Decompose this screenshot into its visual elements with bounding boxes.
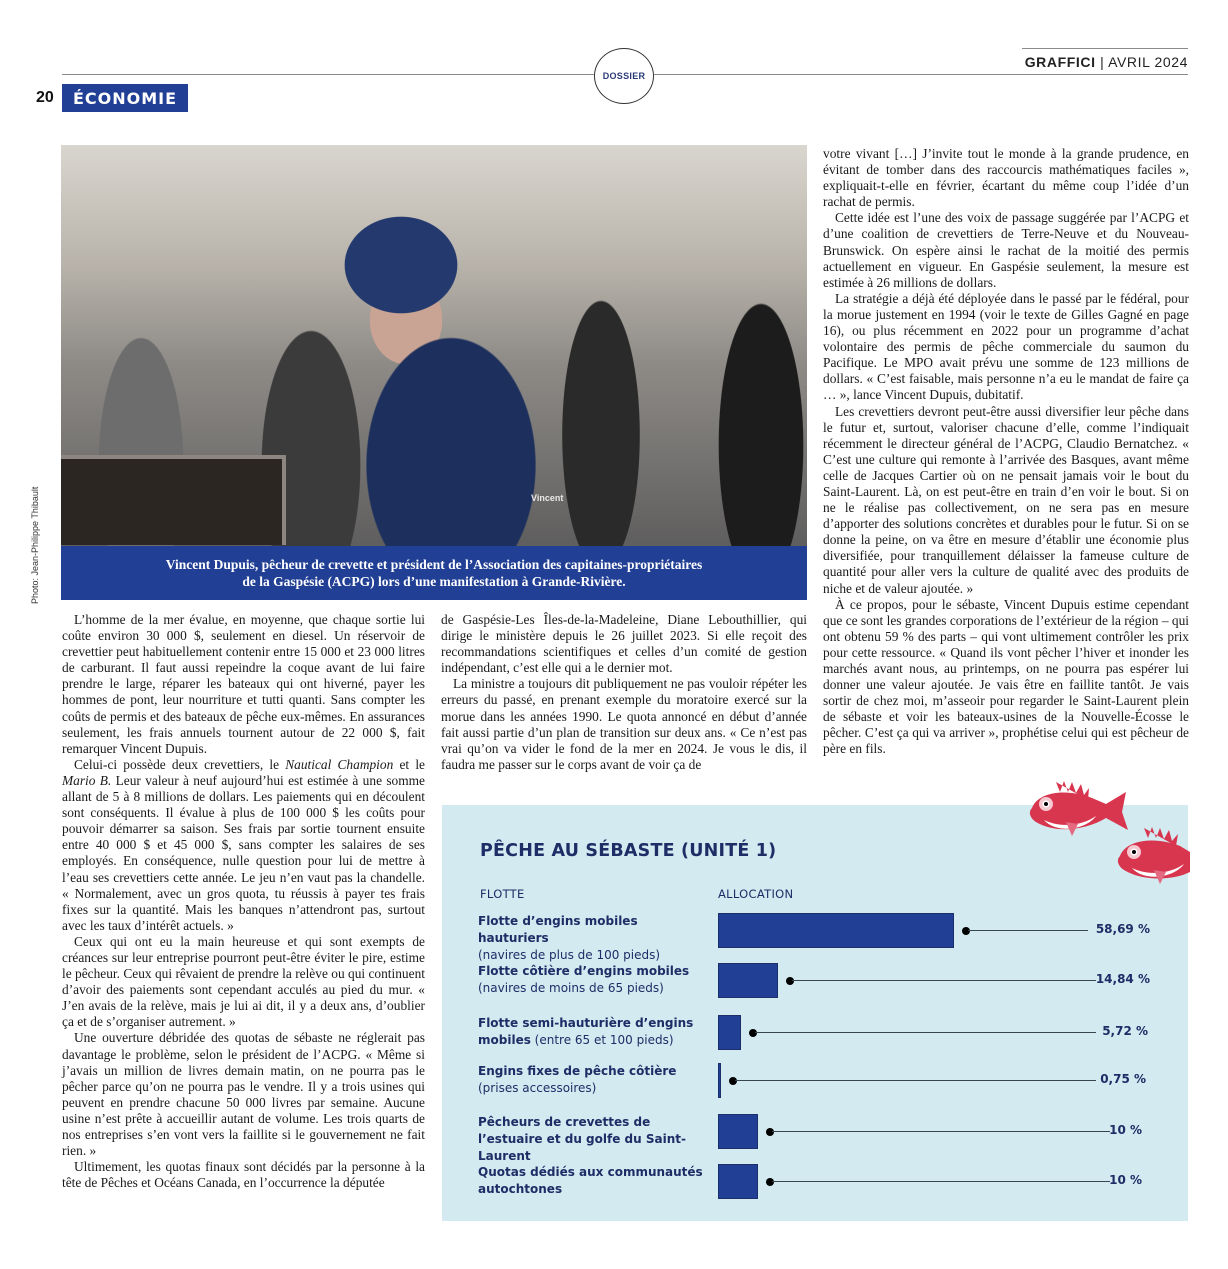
allocation-value: 5,72 % — [1102, 1024, 1148, 1038]
fleet-description: (navires de moins de 65 pieds) — [478, 981, 664, 995]
leader-line — [735, 1080, 1096, 1081]
paragraph: Cette idée est l’une des voix de passage suggérée par l’ACPG et d’une coalition de crevettiers de Terre-Neuve et du Nouveau-Brunswick. On espère ainsi le rachat de la moitié des permis actuellement en vigueur. En Gaspésie seulement, la mesure est estimée à 26 millions de dollars. — [823, 210, 1189, 290]
protest-sign — [61, 455, 286, 545]
section-label: ÉCONOMIE — [62, 84, 188, 112]
fleet-label — [478, 1164, 708, 1198]
protest-photo — [61, 145, 807, 546]
leader-line — [772, 1131, 1110, 1132]
fleet-label — [478, 1114, 708, 1165]
allocation-row — [442, 1015, 1188, 1061]
allocation-bar — [718, 1063, 721, 1098]
caption-line-2: de la Gaspésie (ACPG) lors d’une manifestation à Grande-Rivière. — [242, 574, 626, 589]
allocation-row — [442, 963, 1188, 1009]
photo-credit: Photo: Jean-Philippe Thibault — [30, 486, 40, 604]
fleet-name: Flotte d’engins mobiles hauturiers — [478, 914, 638, 945]
allocation-row — [442, 913, 1188, 962]
leader-line — [755, 1032, 1096, 1033]
jacket-name-text: Vincent — [531, 493, 564, 503]
dossier-label: DOSSIER — [602, 71, 646, 81]
allocation-bar — [718, 1164, 758, 1199]
fleet-description: (prises accessoires) — [478, 1081, 597, 1095]
redfish-icon — [1116, 822, 1190, 888]
header-top-rule — [1022, 48, 1188, 49]
fleet-description: (entre 65 et 100 pieds) — [530, 1033, 674, 1047]
fleet-name: Flotte semi-hauturière d’engins mobiles — [478, 1016, 694, 1047]
paragraph: Les crevettiers devront peut-être aussi diversifier leur pêche dans le futur et, surtout, valoriser chacune d’elle, comme l’indiquait récemment le directeur général de l’ACPG, Claudio Bernatchez. « C’est une culture qui remonte à l’arrivée des Basques, avant même celle de Jacques Cartier où on ne pensait jamais voir le bout du Saint-Laurent. Là, on est peut-être en train d’en voir le bout. Si on ne le réalise pas collectivement, on ne sera pas en mesure d’apporter des solutions concrètes et durables pour le futur. Si on se donne la peine, on va être en mesure d’établir une économie plus diversifiée, pour tranquillement délaisser la fameuse culture de quantité pour aller vers la culture de qualité avec des produits de niche et de valeur ajoutée. » — [823, 403, 1189, 596]
brand-name: GRAFFICI — [1024, 54, 1096, 70]
fleet-name: Engins fixes de pêche côtière — [478, 1064, 677, 1078]
allocation-row — [442, 1164, 1188, 1210]
allocation-value: 14,84 % — [1095, 972, 1150, 986]
allocation-value: 10 % — [1109, 1123, 1142, 1137]
paragraph: Une ouverture débridée des quotas de sébaste ne réglerait pas davantage le problème, selon le président de l’ACPG. « Même si j’avais un million de livres demain matin, on ne pourra pas le pêcher parce qu’on ne pourra pas le vendre. Il y a trois usines qui peuvent en prendre chacune 50 000 livres par semaine. Aucune usine n’est prête à accueillir autant de volume. Les trois quarts de nos entreprises s’en vont vers la faillite si le gouvernement ne fait rien. » — [62, 1030, 425, 1159]
fleet-label — [478, 1063, 708, 1097]
paragraph: de Gaspésie-Les Îles-de-la-Madeleine, Diane Lebouthillier, qui dirige le ministère depuis le 26 juillet 2023. Si elle reçoit des recommandations scientifiques et celles d’un comité de gestion indépendant, c’est elle qui a le dernier mot. — [441, 612, 807, 676]
fleet-label — [478, 963, 708, 997]
header-rule-left — [62, 74, 594, 75]
leader-line — [772, 1181, 1110, 1182]
issue-date: AVRIL 2024 — [1108, 54, 1188, 70]
fleet-name: Quotas dédiés aux communautés autochtones — [478, 1165, 703, 1196]
article-column-1 — [62, 612, 425, 1191]
page-number: 20 — [36, 89, 54, 106]
brand-separator: | — [1100, 54, 1105, 70]
redfish-allocation-infographic — [442, 805, 1188, 1221]
leader-line — [792, 980, 1096, 981]
fleet-name: Pêcheurs de crevettes de l’estuaire et du golfe du Saint-Laurent — [478, 1115, 686, 1163]
allocation-value: 10 % — [1109, 1173, 1142, 1187]
paragraph-italic-boats: Celui-ci possède deux crevettiers, le Nautical Champion et le Mario B. Leur valeur à neuf aujourd’hui est estimée à une somme allant de 5 à 8 millions de dollars. Les paiements qui en découlent sont conséquents. Il évalue à plus de 100 000 $ les coûts pour pouvoir démarrer sa saison. Ses frais par sortie tournent ensuite entre 40 000 $ et 45 000 $, sans compter les salaires de ses employés. En conséquence, nulle question pour lui de mettre à l’eau ses crevettiers cette année. Le jeu n’en vaut pas la chandelle. « Normalement, avec un gros quota, tu réussis à payer tes frais fixes sur la quantité. Mais les banques n’attendront pas, surtout avec les taux d’intérêt actuels. » — [62, 756, 425, 933]
paragraph: La stratégie a déjà été déployée dans le passé par le fédéral, pour la morue justement en 1994 (voir le texte de Gilles Gagné en page 16), ou plus récemment en 2022 pour un programme d’achat volontaire des permis de pêche commerciale du saumon du Pacifique. Le MPO avait prévu une somme de 123 millions de dollars. « C’est faisable, mais personne n’a eu le mandat de faire ça … », lance Vincent Dupuis, dubitatif. — [823, 290, 1189, 403]
allocation-bar — [718, 1015, 741, 1050]
paragraph: Ultimement, les quotas finaux sont décidés par la personne à la tête de Pêches et Océans Canada, en l’occurrence la députée — [62, 1159, 425, 1191]
article-column-2 — [441, 612, 807, 773]
caption-line-1: Vincent Dupuis, pêcheur de crevette et président de l’Association des capitaines-propriétaires — [165, 557, 703, 572]
paragraph: Ceux qui ont eu la main heureuse et qui sont exempts de créances sur leur entreprise pourront peut-être éviter le pire, estime le pêcheur. Ceux qui rêvaient de prendre la relève ou qui continuent d’avoir des paiements sont cependant acculés au pied du mur. « J’en avais de la relève, mais je lui ai dit, il y a deux ans, d’oublier ça et de s’organiser autrement. » — [62, 933, 425, 1030]
allocation-value: 58,69 % — [1095, 922, 1150, 936]
allocation-row — [442, 1114, 1188, 1163]
dossier-badge — [594, 48, 654, 104]
boat-name: Mario B. — [62, 772, 112, 788]
boat-name: Nautical Champion — [285, 756, 394, 772]
allocation-bar — [718, 1114, 758, 1149]
publication-brand — [1025, 54, 1188, 70]
paragraph: À ce propos, pour le sébaste, Vincent Dupuis estime cependant que ce sont les grandes corporations de l’extérieur de la région – qui ont obtenu 59 % des parts – qui vont ultimement contrôler les prix pour cette ressource. « Quand ils vont pêcher l’hiver et inonder les marchés avant nous, au printemps, on ne pourra pas espérer lui donner une valeur ajoutée. Je vais être en faillite tantôt. Je vais sortir de chez moi, m’asseoir pour regarder le Saint-Laurent plein de sébaste et voir les bateaux-usines de la Nouvelle-Écosse le pêcher. C’est ça qui va arriver », prophétise celui qui est pêcheur de père en fils. — [823, 596, 1189, 757]
header-rule-right — [654, 74, 1188, 75]
allocation-value: 0,75 % — [1100, 1072, 1146, 1086]
paragraph: La ministre a toujours dit publiquement ne pas vouloir répéter les erreurs du passé, en prenant exemple du moratoire exercé sur la morue dans les années 1990. Le quota annoncé en début d’année fait aussi partie d’un plan de transition sur deux ans. « Ce n’est pas vrai qu’on va vider le fond de la mer en 2024. Je vous le dis, il faudra me passer sur le corps avant de voir ça de — [441, 676, 807, 772]
fleet-name: Flotte côtière d’engins mobiles — [478, 964, 690, 978]
fleet-description: (navires de plus de 100 pieds) — [478, 948, 661, 962]
photo-caption — [61, 546, 807, 600]
fleet-label — [478, 913, 708, 964]
fleet-label — [478, 1015, 708, 1049]
column-header-fleet: FLOTTE — [480, 887, 525, 901]
allocation-bar — [718, 963, 778, 998]
allocation-row — [442, 1063, 1188, 1109]
leader-line — [968, 930, 1088, 931]
allocation-bar — [718, 913, 954, 948]
infographic-title: PÊCHE AU SÉBASTE (UNITÉ 1) — [480, 841, 777, 861]
article-column-3 — [823, 146, 1189, 758]
paragraph: votre vivant […] J’invite tout le monde à la grande prudence, en évitant de tomber dans des raccourcis mathématiques faciles », expliquait-t-elle en février, écartant du même coup l’idée d’un rachat de permis. — [823, 146, 1189, 210]
paragraph: L’homme de la mer évalue, en moyenne, que chaque sortie lui coûte environ 30 000 $, seulement en diesel. Un réservoir de crevettier peut habituellement contenir entre 15 000 et 23 000 litres de carburant. Il faut aussi repeindre la coque avant de lui faire prendre le large, réparer les bateaux qui ont hiverné, payer les hommes de pont, leur nourriture et tutti quanti. Sans compter les coûts de permis et des bateaux de pêche eux-mêmes. En assurances seulement, les frais annuels tournent autour de 22 000 $, fait remarquer Vincent Dupuis. — [62, 612, 425, 756]
column-header-allocation: ALLOCATION — [718, 887, 794, 901]
